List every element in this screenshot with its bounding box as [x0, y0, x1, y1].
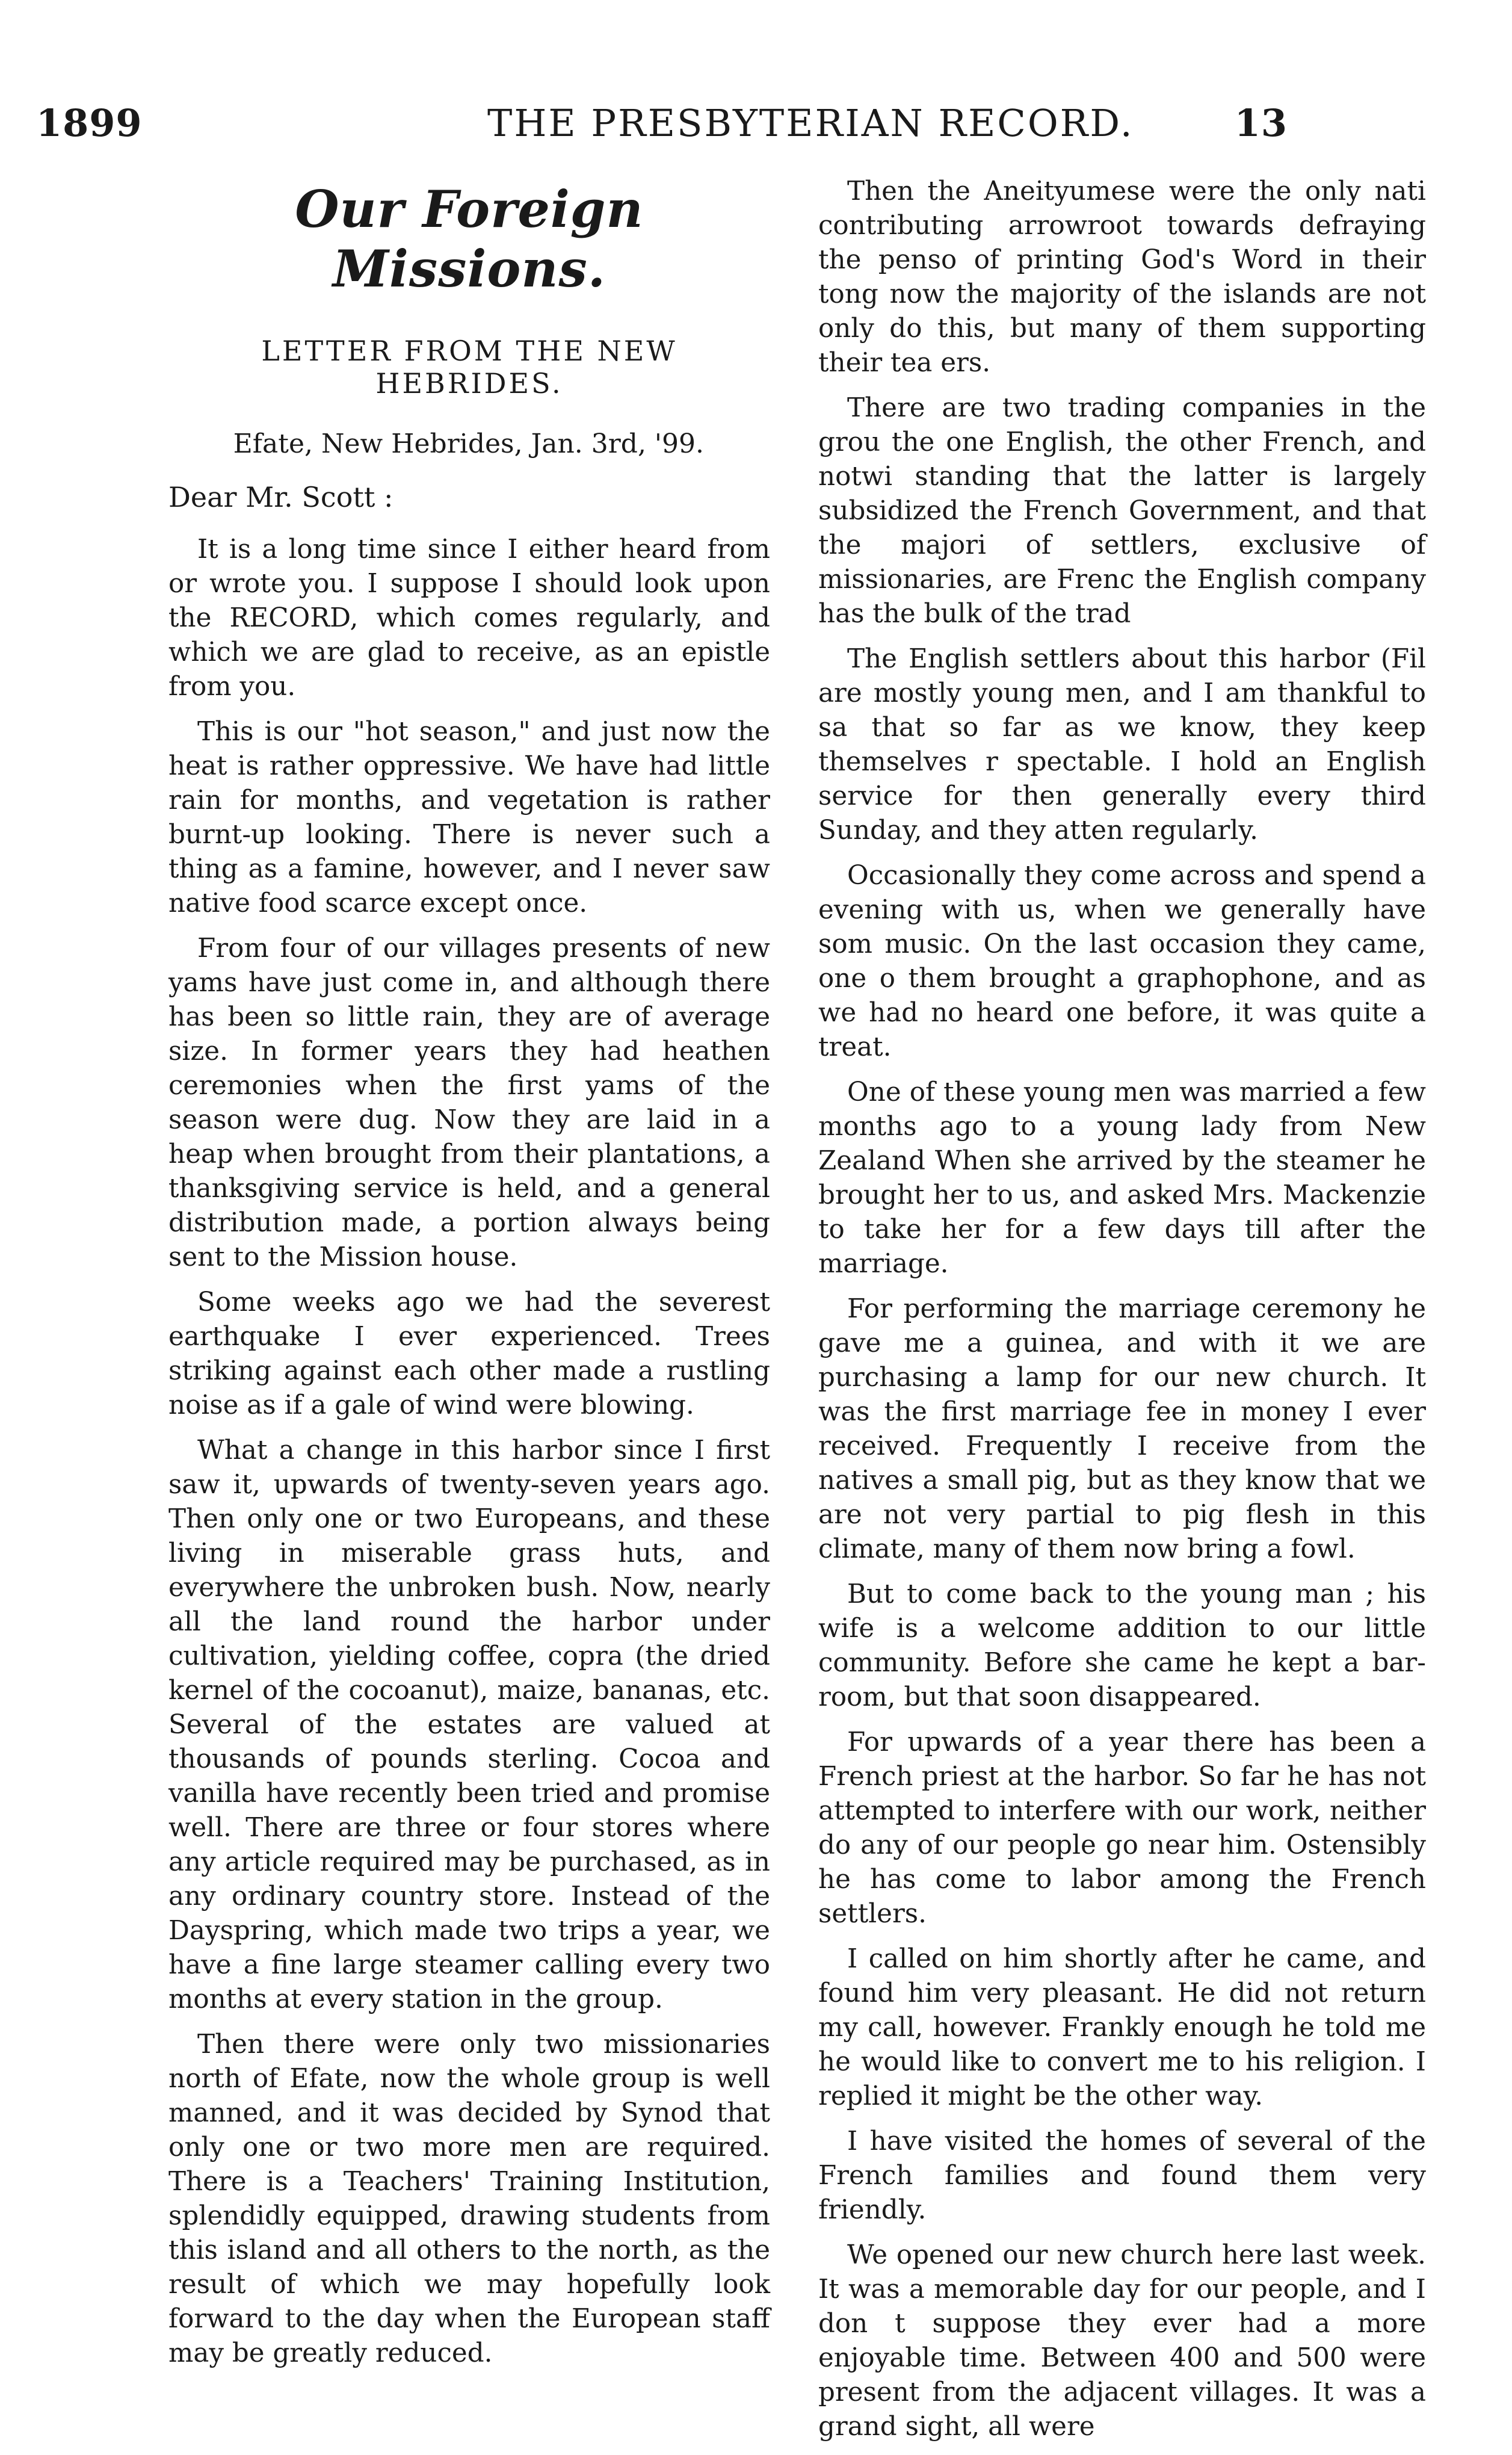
right-column [818, 175, 1426, 2455]
section-title: Our Foreign Missions. [295, 179, 644, 299]
header-page-number: 13 [1234, 101, 1288, 145]
dateline: Efate, New Hebrides, Jan. 3rd, '99. [233, 429, 704, 459]
paragraph: For upwards of a year there has been a French priest at the harbor. So far he has not attempted to interfere with our work, neither do any of our people go near him. Ostensibly he has come to labor among the French settlers. [818, 1727, 1426, 1929]
page-header [36, 101, 1288, 161]
paragraph: The English settlers about this harbor (Fil are mostly young men, and I am thankful to sa that so far as we know, they keep themselves r spectable. I hold an English service for then generally every third Sunday, and they atten regularly. [818, 644, 1426, 846]
paragraph: For performing the marriage ceremony he gave me a guinea, and with it we are purchasing a lamp for our new church. It was the first marriage fee in money I ever received. Frequently I receive from the natives a small pig, but as they know that we are not very partial to pig flesh in this climate, many of them now bring a fowl. [818, 1294, 1426, 1564]
paragraph: Then the Aneityumese were the only nati contributing arrowroot towards defraying the penso of printing God's Word in their tong now the majority of the islands are not only do this, but many of them supporting their tea ers. [818, 176, 1426, 378]
paragraph: One of these young men was married a few months ago to a young lady from New Zealand When she arrived by the steamer he brought her to us, and asked Mrs. Mackenzie to take her for a few days till after the marriage. [818, 1077, 1426, 1279]
paragraph: We opened our new church here last week. It was a memorable day for our people, and I don t suppose they ever had a more enjoyable time. Between 400 and 500 were present from the adjacent villages. It was a grand sight, all were [818, 2240, 1426, 2442]
paragraph: It is a long time since I either heard from or wrote you. I suppose I should look upon the RECORD, which comes regularly, and which we are glad to receive, as an epistle from you. [168, 534, 770, 702]
letter-title: LETTER FROM THE NEW HEBRIDES. [261, 335, 677, 400]
paragraph: I called on him shortly after he came, and found him very pleasant. He did not return my call, however. Frankly enough he told me he would like to convert me to his religion. I replied it might be the other way. [818, 1944, 1426, 2111]
salutation: Dear Mr. Scott : [168, 481, 393, 513]
header-masthead: THE PRESBYTERIAN RECORD. [487, 101, 1134, 145]
left-column [168, 175, 770, 2382]
paragraph: From four of our villages presents of new yams have just come in, and although there has been so little rain, they are of average size. In former years they had heathen ceremonies when the first yams of the season were dug. Now they are laid in a heap when brought from their plantations, a thanksgiving service is held, and a general distribution made, a portion always being sent to the Mission house. [168, 933, 770, 1272]
paragraph: I have visited the homes of several of the French families and found them very friendly. [818, 2126, 1426, 2225]
paragraph: This is our "hot season," and just now the heat is rather oppressive. We have had little rain for months, and vegetation is rather burnt-up looking. There is never such a thing as a famine, however, and I never saw native food scarce except once. [168, 717, 770, 918]
paragraph: But to come back to the young man ; his wife is a welcome addition to our little community. Before she came he kept a bar-room, but that soon disappeared. [818, 1579, 1426, 1712]
paragraph: Occasionally they come across and spend a evening with us, when we generally have som music. On the last occasion they came, one o them brought a graphophone, and as we had no heard one before, it was quite a treat. [818, 861, 1426, 1062]
paragraph: What a change in this harbor since I first saw it, upwards of twenty-seven years ago. Then only one or two Europeans, and these living in miserable grass huts, and everywhere the unbroken bush. Now, nearly all the land round the harbor under cultivation, yielding coffee, copra (the dried kernel of the cocoanut), maize, bananas, etc. Several of the estates are valued at thousands of pounds sterling. Cocoa and vanilla have recently been tried and promise well. There are three or four stores where any article required may be purchased, as in any ordinary country store. Instead of the Dayspring, which made two trips a year, we have a fine large steamer calling every two months at every station in the group. [168, 1435, 770, 2014]
paragraph: Then there were only two missionaries north of Efate, now the whole group is well manned, and it was decided by Synod that only one or two more men are required. There is a Teachers' Training Institution, splendidly equipped, drawing students from this island and all others to the north, as the result of which we may hopefully look forward to the day when the European staff may be greatly reduced. [168, 2029, 770, 2368]
paragraph: Some weeks ago we had the severest earthquake I ever experienced. Trees striking against each other made a rustling noise as if a gale of wind were blowing. [168, 1287, 770, 1420]
paragraph: There are two trading companies in the grou the one English, the other French, and notwi standing that the latter is largely subsidized the French Government, and that the majori of settlers, exclusive of missionaries, are Frenc the English company has the bulk of the trad [818, 393, 1426, 629]
header-year: 1899 [36, 101, 143, 145]
